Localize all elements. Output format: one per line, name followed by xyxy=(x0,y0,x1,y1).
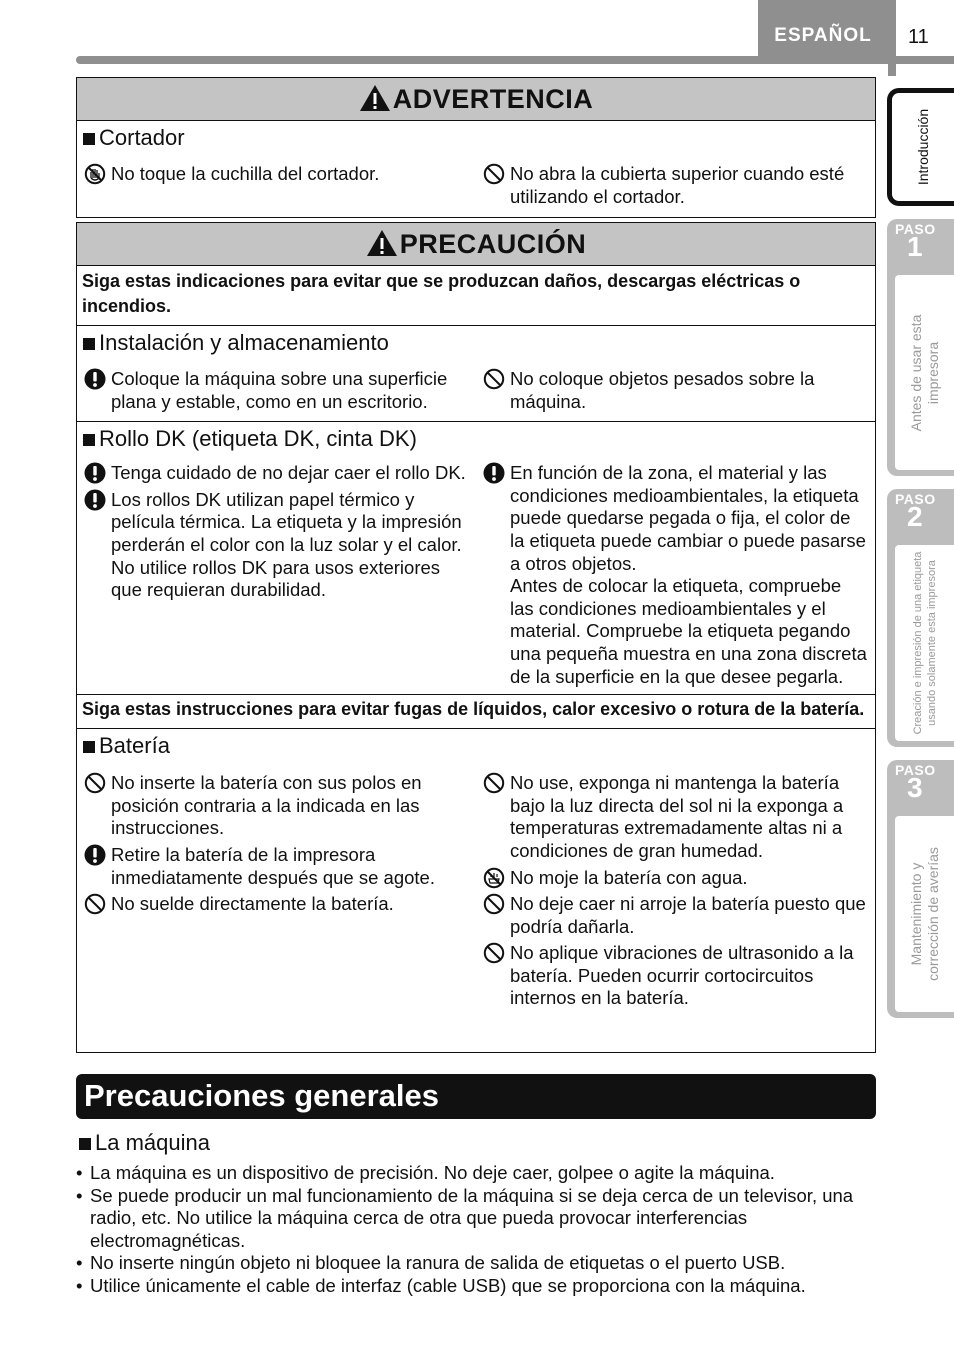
caution-item xyxy=(482,368,869,413)
caution-item-text: No inserte la batería con sus polos en posición contraria a la indicada en las instrucciones. xyxy=(111,772,422,839)
paso-number: 3 xyxy=(907,772,923,803)
list-item: • No inserte ningún objeto ni bloquee la ranura de salida de etiquetas o el puerto USB. xyxy=(76,1252,786,1274)
bullet-text: No inserte ningún objeto ni bloquee la ranura de salida de etiquetas o el puerto USB. xyxy=(90,1252,786,1274)
side-tab-paso-2[interactable] xyxy=(887,489,954,747)
battery-left-column xyxy=(77,772,476,1014)
section-heading-battery: Batería xyxy=(77,729,875,761)
caution-item-text: Los rollos DK utilizan papel térmico y película térmica. La etiqueta y la impresión perderán el color con la luz solar y el calor. No utilice rollos DK para usos exteriores que requieran durabilidad. xyxy=(111,488,462,601)
bullet-text: La máquina es un dispositivo de precisión. No deje caer, golpee o agite la máquina. xyxy=(90,1162,775,1183)
list-item: • La máquina es un dispositivo de precisión. No deje caer, golpee o agite la máquina. xyxy=(76,1162,775,1183)
caution-item-text: No toque la cuchilla del cortador. xyxy=(111,163,380,184)
side-tab-label: Antes de usar esta impresora xyxy=(907,314,941,431)
caution-box xyxy=(76,222,876,1053)
caution-item xyxy=(482,867,869,890)
caution-item xyxy=(482,942,869,1010)
side-tab-label: Mantenimiento y corrección de averías xyxy=(907,847,941,981)
side-tab-label: Creación e impresión de una etiqueta usando solamente esta impresora xyxy=(911,551,938,735)
bullet-text: Se puede producir un mal funcionamiento de la máquina si se deja cerca de un televisor, una radio, etc. No utilice la máquina cerca de otra que pueda provocar interferencias electromagnéticas. xyxy=(90,1184,854,1251)
warning-triangle-icon xyxy=(359,84,391,112)
list-item: • Utilice únicamente el cable de interfaz (cable USB) que se proporciona con la máquina. xyxy=(76,1274,806,1296)
caution-item-text: No suelde directamente la batería. xyxy=(111,893,394,915)
caution-item xyxy=(83,772,470,840)
language-tab xyxy=(758,0,888,58)
roll-right-column xyxy=(476,462,875,692)
machine-subheading: La máquina xyxy=(79,1130,210,1156)
side-tab-paso-3[interactable] xyxy=(887,760,954,1018)
paso-label: PASO xyxy=(895,762,936,778)
paso-label: PASO xyxy=(895,221,936,237)
caution-item xyxy=(83,844,470,889)
prohibited-icon xyxy=(83,772,107,794)
side-tab-paso-1[interactable] xyxy=(887,219,954,476)
prohibited-icon xyxy=(83,893,107,915)
page-number: 11 xyxy=(908,26,929,48)
caution-item-text: Retire la batería de la impresora inmediatamente después que se agote. xyxy=(111,843,435,888)
caution-item xyxy=(83,462,470,485)
caution-item-text: No aplique vibraciones de ultrasonido a la batería. Pueden ocurrir cortocircuitos internos en la batería. xyxy=(510,942,854,1009)
prohibited-icon xyxy=(482,163,506,185)
caution-item-text: Coloque la máquina sobre una superficie plana y estable, como en un escritorio. xyxy=(111,368,448,412)
no-touch-icon xyxy=(83,163,107,185)
caution-item xyxy=(482,772,869,862)
general-bullet-list xyxy=(76,1162,886,1298)
side-tab-intro-label: Introducción xyxy=(915,108,931,186)
prohibited-icon xyxy=(482,893,506,915)
caution-item xyxy=(83,368,470,413)
bullet-text: Utilice únicamente el cable de interfaz (cable USB) que se proporciona con la máquina. xyxy=(90,1274,806,1296)
prohibited-icon xyxy=(482,942,506,964)
install-right-column xyxy=(476,368,875,417)
language-label: ESPAÑOL xyxy=(774,25,872,46)
paso-label: PASO xyxy=(895,491,936,507)
warning-banner xyxy=(77,78,875,121)
caution-item xyxy=(83,893,470,916)
mandatory-icon xyxy=(83,368,107,390)
warning-left-column xyxy=(77,163,476,212)
caution-intro: Siga estas indicaciones para evitar que se produzcan daños, descargas eléctricas o incendios. xyxy=(77,266,875,326)
general-precautions-title: Precauciones generales xyxy=(76,1074,876,1119)
mandatory-icon xyxy=(83,489,107,511)
prohibited-icon xyxy=(482,772,506,794)
caution-triangle-icon xyxy=(366,229,398,257)
roll-note-text: En función de la zona, el material y las condiciones medioambientales, la etiqueta puede quedarse pegada o fija, el color de la etiqueta puede cambiar o puede pasarse a otros objetos. xyxy=(510,462,866,574)
caution-item-text: No use, exponga ni mantenga la batería bajo la luz directa del sol ni la exponga a temperaturas extremadamente altas ni a condiciones de gran humedad. xyxy=(510,772,844,861)
battery-right-column xyxy=(476,772,875,1014)
caution-title: PRECAUCIÓN xyxy=(399,229,587,259)
paso-number: 2 xyxy=(907,501,923,532)
section-heading-cutter: Cortador xyxy=(77,121,875,153)
section-heading-roll: Rollo DK (etiqueta DK, cinta DK) xyxy=(77,422,875,454)
warning-title: ADVERTENCIA xyxy=(392,84,594,114)
battery-intro: Siga estas instrucciones para evitar fugas de líquidos, calor excesivo o rotura de la batería. xyxy=(77,695,875,729)
mandatory-icon xyxy=(83,844,107,866)
caution-banner xyxy=(77,223,875,266)
caution-item-text: No moje la batería con agua. xyxy=(510,866,748,888)
caution-item xyxy=(83,489,470,602)
warning-box xyxy=(76,77,876,218)
caution-item xyxy=(482,893,869,938)
header-divider xyxy=(888,0,896,76)
paso-number: 1 xyxy=(907,231,923,262)
list-item: • Se puede producir un mal funcionamiento de la máquina si se deja cerca de un televisor, una radio, etc. No utilice la máquina cerca de otra que pueda provocar interferencias electromagnéticas. xyxy=(76,1185,886,1253)
caution-item-text: Tenga cuidado de no dejar caer el rollo DK. xyxy=(111,462,466,484)
caution-item xyxy=(482,163,869,208)
warning-right-column xyxy=(476,163,875,212)
roll-note-text: Antes de colocar la etiqueta, compruebe las condiciones medioambientales y el material. Compruebe la etiqueta pegando una pequeña muestra en una zona discreta de la superficie en la que desee pegarla. xyxy=(510,575,867,687)
roll-left-column xyxy=(77,462,476,692)
side-tab-intro[interactable] xyxy=(887,88,954,206)
caution-item xyxy=(83,163,470,186)
section-heading-install: Instalación y almacenamiento xyxy=(77,326,875,358)
mandatory-icon xyxy=(482,462,506,484)
caution-item-text: No deje caer ni arroje la batería puesto que podría dañarla. xyxy=(510,893,866,937)
caution-item-text: No coloque objetos pesados sobre la máquina. xyxy=(510,368,815,412)
mandatory-icon xyxy=(83,462,107,484)
no-water-icon xyxy=(482,867,506,889)
install-left-column xyxy=(77,368,476,417)
caution-item-text: No abra la cubierta superior cuando esté utilizando el cortador. xyxy=(510,163,845,207)
prohibited-icon xyxy=(482,368,506,390)
